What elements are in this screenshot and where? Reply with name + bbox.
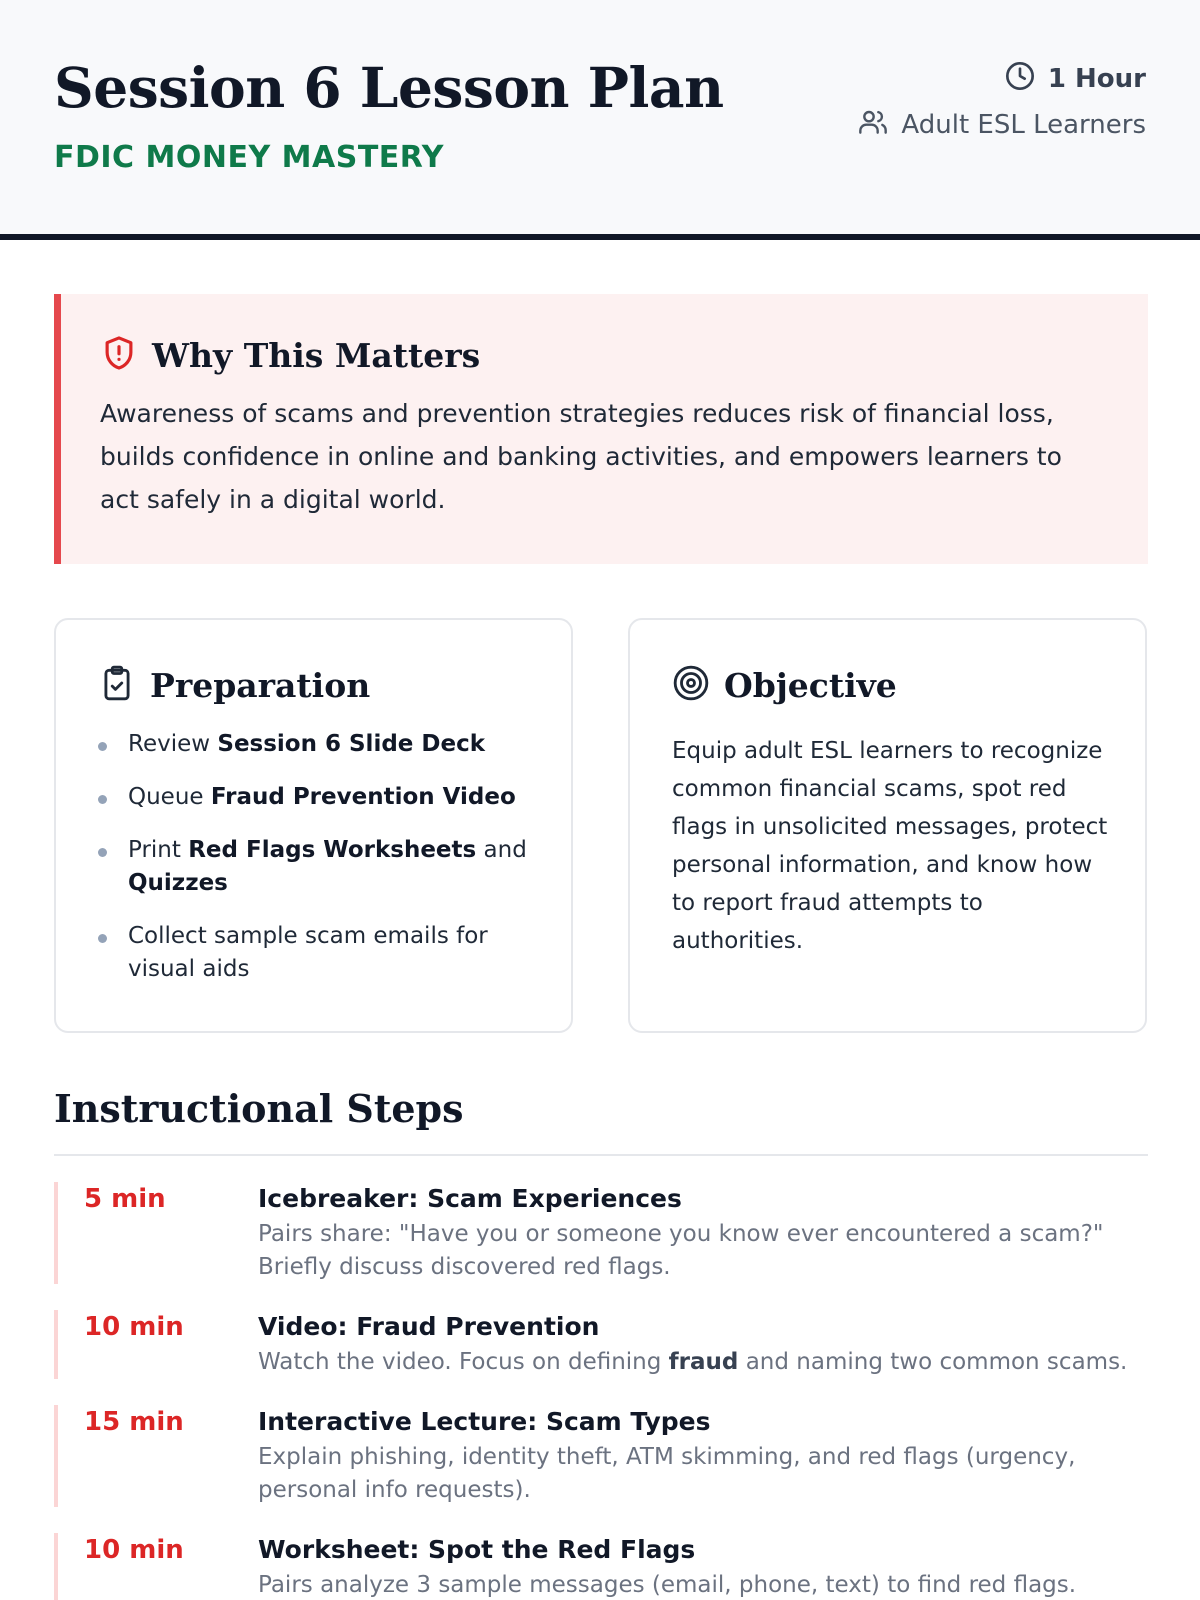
why-this-matters-callout [54, 294, 1148, 564]
step-title: Video: Fraud Prevention [258, 1312, 600, 1341]
page-header [0, 0, 1200, 240]
step-description: Watch the video. Focus on defining fraud and naming two common scams. [258, 1349, 1128, 1375]
step-duration: 15 min [84, 1407, 184, 1437]
duration-label: 1 Hour [1047, 64, 1146, 94]
step-content [258, 1405, 1148, 1507]
step-item [54, 1533, 1148, 1600]
step-item [54, 1182, 1148, 1284]
session-meta [857, 52, 1146, 234]
preparation-card [54, 618, 573, 1033]
step-title: Interactive Lecture: Scam Types [258, 1407, 711, 1436]
list-item: Collect sample scam emails for visual aids [98, 920, 531, 986]
title-block [54, 52, 724, 234]
objective-title: Objective [724, 665, 897, 705]
users-icon [857, 106, 889, 145]
step-duration: 10 min [84, 1312, 184, 1342]
step-item [54, 1405, 1148, 1507]
step-duration: 10 min [84, 1535, 184, 1565]
step-content [258, 1533, 1148, 1600]
duration-meta [857, 56, 1146, 102]
clipboard-check-icon [98, 664, 136, 706]
list-item: Review Session 6 Slide Deck [98, 728, 531, 761]
step-item [54, 1310, 1148, 1379]
step-title: Icebreaker: Scam Experiences [258, 1184, 682, 1213]
preparation-list [98, 728, 531, 986]
step-duration: 5 min [84, 1184, 166, 1214]
objective-body: Equip adult ESL learners to recognize common financial scams, spot red flags in unsolicited messages, protect personal information, and know how to report fraud attempts to authorities. [672, 738, 1108, 954]
steps-title: Instructional Steps [54, 1086, 464, 1131]
step-content [258, 1182, 1148, 1284]
objective-heading [672, 664, 1105, 706]
audience-label: Adult ESL Learners [901, 110, 1146, 140]
why-title: Why This Matters [152, 335, 481, 375]
list-item: Queue Fraud Prevention Video [98, 781, 531, 814]
steps-divider [54, 1154, 1148, 1156]
shield-alert-icon [100, 334, 138, 376]
target-icon [672, 664, 710, 706]
step-description: Pairs share: "Have you or someone you know ever encountered a scam?" Briefly discuss discovered red flags. [258, 1221, 1104, 1280]
step-description: Explain phishing, identity theft, ATM skimming, and red flags (urgency, personal info requests). [258, 1444, 1076, 1503]
preparation-heading [98, 664, 531, 706]
clock-icon [1004, 60, 1036, 99]
audience-meta [857, 102, 1146, 148]
step-content [258, 1310, 1148, 1379]
why-body: Awareness of scams and prevention strategies reduces risk of financial loss, builds confidence in online and banking activities, and empowers learners to act safely in a digital world. [100, 399, 1062, 514]
list-item: Print Red Flags Worksheets and Quizzes [98, 834, 531, 900]
objective-card [628, 618, 1147, 1033]
step-title: Worksheet: Spot the Red Flags [258, 1535, 696, 1564]
step-description: Pairs analyze 3 sample messages (email, phone, text) to find red flags. [258, 1572, 1077, 1598]
why-heading [100, 334, 1108, 376]
page-title: Session 6 Lesson Plan [54, 55, 724, 120]
steps-list [54, 1182, 1148, 1600]
program-name: FDIC MONEY MASTERY [54, 140, 444, 175]
preparation-title: Preparation [150, 665, 371, 705]
